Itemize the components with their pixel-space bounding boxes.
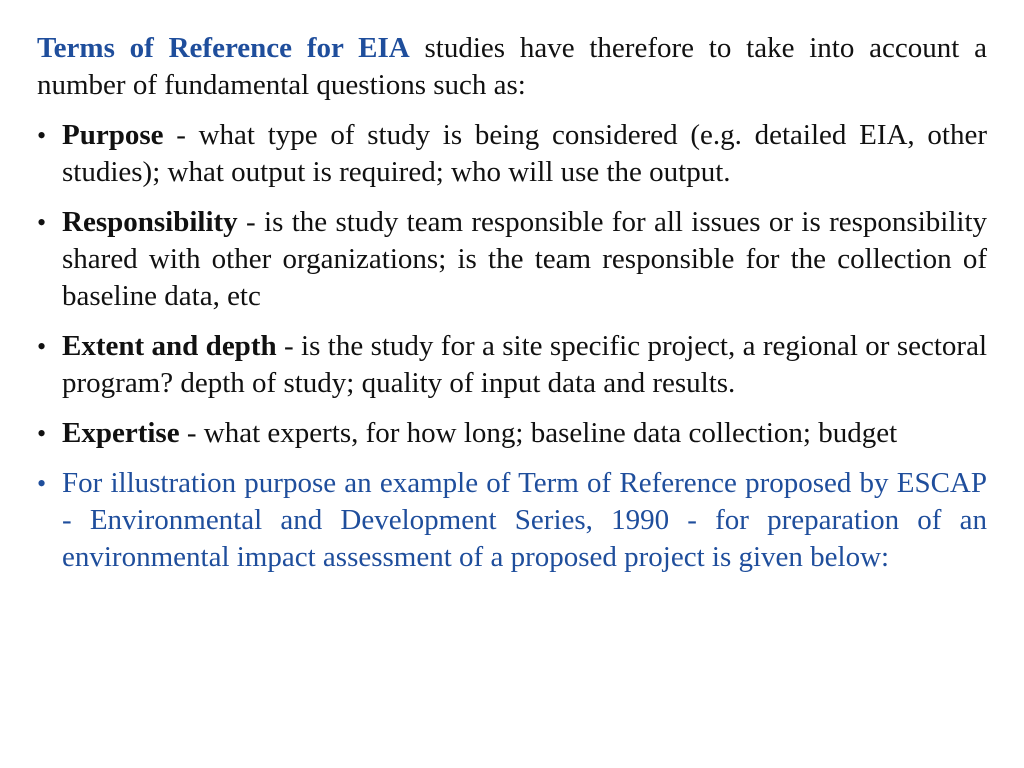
bullet-text: - what type of study is being considered (e.g. detailed EIA, other studies); what output is required; who will use the output. [62,119,987,188]
bullet-term: Extent and depth [62,330,277,362]
bullet-icon: • [37,332,47,361]
bullet-item-extent-and-depth [37,328,987,402]
note-text: For illustration purpose an example of Term of Reference proposed by ESCAP - Environmental and Development Series, 1990 - for preparation of an environmental impact assessment of a proposed project is given below: [62,467,987,573]
bullet-icon: • [37,121,47,150]
intro-paragraph [37,30,987,104]
bullet-icon: • [37,208,47,237]
bullet-item-illustration-note [37,465,987,576]
bullet-item-responsibility [37,204,987,315]
bullet-text: - what experts, for how long; baseline data collection; budget [179,417,898,449]
bullet-term: Purpose [62,119,164,151]
bullet-icon: • [37,419,47,448]
intro-text: studies have therefore to take into account a number of fundamental questions such as: [37,32,987,101]
bullet-term: Expertise [62,417,180,449]
bullet-text: - is the study team responsible for all issues or is responsibility shared with other organizations; is the team responsible for the collection of baseline data, etc [62,206,987,312]
bullet-text: - is the study for a site specific project, a regional or sectoral program? depth of study; quality of input data and results. [62,330,988,399]
intro-lead: Terms of Reference for EIA [37,32,410,64]
bullet-item-expertise [37,415,987,452]
bullet-list [37,117,987,576]
bullet-item-purpose [37,117,987,191]
bullet-icon: • [37,469,47,498]
bullet-term: Responsibility [62,206,238,238]
